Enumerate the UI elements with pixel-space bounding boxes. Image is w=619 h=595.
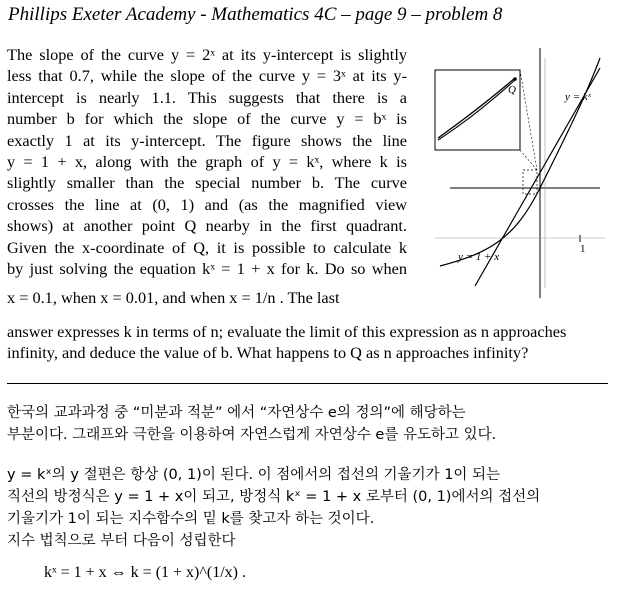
line-label: y = 1 + x [458,251,500,263]
problem-text [7,44,407,309]
page-title: Phillips Exeter Academy - Mathematics 4C – page 9 – problem 8 [8,4,503,25]
continuation-line: answer expresses k in terms of n; evaluate the limit of this expression as n approaches [7,322,567,341]
divider [7,383,608,384]
final-equation: kˣ = 1 + x ⇔ k = (1 + x)^(1/x) . [44,564,246,581]
point-q-label: Q [508,84,516,96]
curve-label: y = kˣ [565,91,591,103]
problem-line: slightly smaller than the special number b. The curve [7,173,407,193]
continuation-line: infinity, and deduce the value of b. What happens to Q as n approaches infinity? [7,343,529,363]
magnified-curve [438,78,515,138]
problem-continuation [7,321,607,364]
korean-line: 한국의 교과과정 중 “미분과 적분” 에서 “자연상수 e의 정의”에 해당하는 [7,405,466,421]
korean-line: 기울기가 1이 되는 지수함수의 밑 k를 찾고자 하는 것이다. [7,511,375,527]
korean-line: 부분이다. 그래프와 극한을 이용하여 자연스럽게 자연상수 e를 유도하고 있다. [7,427,497,443]
problem-line: The slope of the curve y = 2ˣ at its y-intercept is slightly [7,45,407,64]
korean-intro [7,402,612,446]
korean-line: 지수 법칙으로 부터 다음이 성립한다 [7,533,236,549]
tick-label-1: 1 [580,243,586,255]
problem-line: Given the x-coordinate of Q, it is possible to calculate k [7,237,407,257]
korean-line: 직선의 방정식은 y = 1 + x이 되고, 방정식 kˣ = 1 + x 로부터 (0, 1)에서의 접선의 [7,489,541,505]
magnified-view-box [435,70,520,150]
problem-line: number b for which the slope of the curve y = bˣ is [7,109,407,129]
korean-explanation [7,464,612,552]
problem-line: x = 0.1, when x = 0.01, and when x = 1/n . The last [7,288,340,308]
point-q-dot [513,77,517,81]
figure [420,38,610,298]
problem-line: by just solving the equation kˣ = 1 + x for k. Do so when [7,259,407,279]
problem-line: less that 0.7, while the slope of the curve y = 3ˣ at its y- [7,66,407,86]
problem-line: crosses the line at (0, 1) and (as the magnified view [7,194,407,214]
problem-line: intercept is nearly 1.1. This suggests that there is a [7,87,407,107]
problem-line: exactly 1 at its y-intercept. The figure shows the line [7,130,407,150]
korean-line: y = kˣ의 y 절편은 항상 (0, 1)이 된다. 이 점에서의 접선의 기울기가 1이 되는 [7,467,501,483]
problem-line: y = 1 + x, along with the graph of y = kˣ, where k is [7,152,407,172]
problem-line: shows) at another point Q nearby in the first quadrant. [7,216,407,236]
